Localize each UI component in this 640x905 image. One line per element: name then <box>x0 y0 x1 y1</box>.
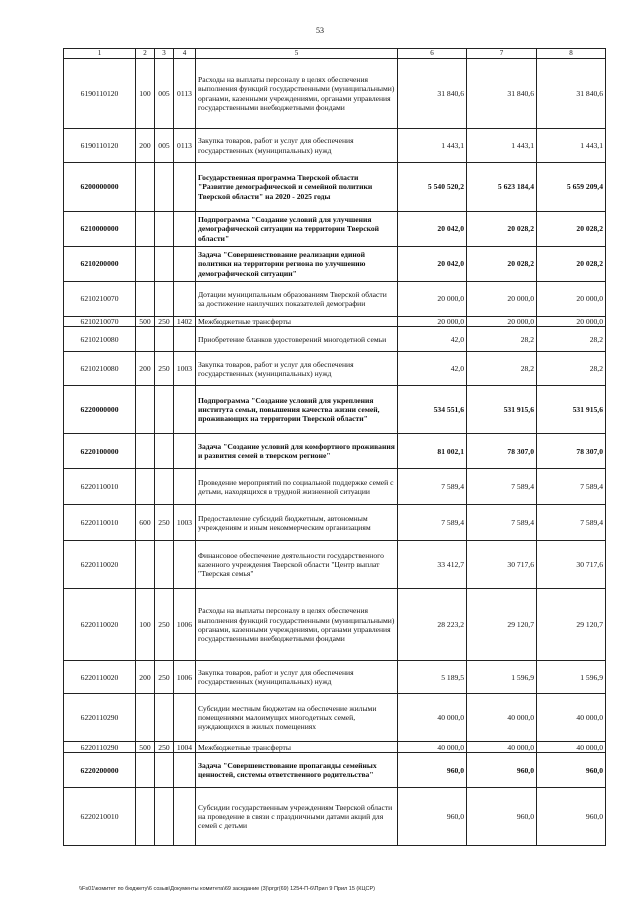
section-cell <box>174 753 196 788</box>
code-cell: 6220110020 <box>64 541 136 589</box>
amount-2020-cell: 20 000,0 <box>398 282 467 317</box>
ministry-cell <box>155 247 174 282</box>
ministry-cell: 005 <box>155 129 174 163</box>
section-cell: 0113 <box>174 129 196 163</box>
amount-2022-cell: 960,0 <box>537 788 606 846</box>
amount-2021-cell: 31 840,6 <box>467 59 537 129</box>
name-cell: Расходы на выплаты персоналу в целях обеспечения выполнения функций государственными (муниципальными) органами, казенными учреждениями, органами управления государственными внебюджетными фондами <box>196 589 398 661</box>
amount-2021-cell: 5 623 184,4 <box>467 163 537 212</box>
amount-2020-cell: 20 042,0 <box>398 247 467 282</box>
amount-2022-cell: 31 840,6 <box>537 59 606 129</box>
ministry-cell: 250 <box>155 317 174 327</box>
name-cell: Государственная программа Тверской области "Развитие демографической и семейной политики Тверской области" на 2020 - 2025 годы <box>196 163 398 212</box>
kvr-cell <box>136 212 155 247</box>
section-cell <box>174 212 196 247</box>
section-cell <box>174 386 196 434</box>
ministry-cell <box>155 694 174 742</box>
ministry-cell <box>155 541 174 589</box>
amount-2021-cell: 28,2 <box>467 352 537 386</box>
kvr-cell <box>136 386 155 434</box>
name-cell: Задача "Совершенствование реализации единой политики на территории региона по улучшению демографической ситуации" <box>196 247 398 282</box>
table-row <box>64 386 606 434</box>
kvr-cell: 500 <box>136 317 155 327</box>
code-cell: 6190110120 <box>64 129 136 163</box>
code-cell: 6210000000 <box>64 212 136 247</box>
amount-2021-cell: 1 596,9 <box>467 661 537 694</box>
amount-2022-cell: 960,0 <box>537 753 606 788</box>
ministry-cell <box>155 434 174 469</box>
amount-2020-cell: 40 000,0 <box>398 694 467 742</box>
header-cell: 3 <box>155 49 174 59</box>
name-cell: Расходы на выплаты персоналу в целях обеспечения выполнения функций государственными (муниципальными) органами, казенными учреждениями, органами управления государственными внебюджетными фондами <box>196 59 398 129</box>
name-cell: Приобретение бланков удостоверений многодетной семьи <box>196 327 398 352</box>
amount-2022-cell: 1 443,1 <box>537 129 606 163</box>
section-cell: 1006 <box>174 661 196 694</box>
amount-2022-cell: 20 000,0 <box>537 317 606 327</box>
table-row <box>64 212 606 247</box>
budget-table <box>63 48 606 846</box>
ministry-cell <box>155 327 174 352</box>
name-cell: Закупка товаров, работ и услуг для обеспечения государственных (муниципальных) нужд <box>196 129 398 163</box>
kvr-cell: 200 <box>136 661 155 694</box>
page-number: 53 <box>316 26 324 35</box>
amount-2022-cell: 531 915,6 <box>537 386 606 434</box>
table-row <box>64 434 606 469</box>
amount-2021-cell: 40 000,0 <box>467 742 537 753</box>
code-cell: 6220100000 <box>64 434 136 469</box>
amount-2022-cell: 7 589,4 <box>537 505 606 541</box>
amount-2020-cell: 7 589,4 <box>398 505 467 541</box>
header-cell: 4 <box>174 49 196 59</box>
section-cell <box>174 469 196 505</box>
amount-2020-cell: 5 540 520,2 <box>398 163 467 212</box>
ministry-cell: 250 <box>155 505 174 541</box>
kvr-cell <box>136 327 155 352</box>
header-row <box>64 49 606 59</box>
table-row <box>64 163 606 212</box>
table-row <box>64 541 606 589</box>
amount-2020-cell: 960,0 <box>398 753 467 788</box>
code-cell: 6190110120 <box>64 59 136 129</box>
amount-2022-cell: 29 120,7 <box>537 589 606 661</box>
table-row <box>64 282 606 317</box>
code-cell: 6210210070 <box>64 317 136 327</box>
amount-2022-cell: 28,2 <box>537 352 606 386</box>
amount-2020-cell: 42,0 <box>398 352 467 386</box>
code-cell: 6220200000 <box>64 753 136 788</box>
name-cell: Задача "Создание условий для комфортного проживания и развития семей в тверском регионе" <box>196 434 398 469</box>
amount-2022-cell: 28,2 <box>537 327 606 352</box>
table-row <box>64 505 606 541</box>
ministry-cell: 250 <box>155 661 174 694</box>
code-cell: 6210210080 <box>64 327 136 352</box>
section-cell <box>174 541 196 589</box>
amount-2021-cell: 960,0 <box>467 788 537 846</box>
section-cell: 1004 <box>174 742 196 753</box>
name-cell: Закупка товаров, работ и услуг для обеспечения государственных (муниципальных) нужд <box>196 352 398 386</box>
amount-2021-cell: 20 028,2 <box>467 212 537 247</box>
name-cell: Подпрограмма "Создание условий для укрепления института семьи, повышения качества жизни семей, проживающих на территории Тверской области" <box>196 386 398 434</box>
table-row <box>64 59 606 129</box>
code-cell: 6220000000 <box>64 386 136 434</box>
kvr-cell <box>136 282 155 317</box>
amount-2020-cell: 534 551,6 <box>398 386 467 434</box>
section-cell: 1006 <box>174 589 196 661</box>
amount-2021-cell: 531 915,6 <box>467 386 537 434</box>
amount-2021-cell: 28,2 <box>467 327 537 352</box>
section-cell: 1003 <box>174 505 196 541</box>
kvr-cell <box>136 469 155 505</box>
kvr-cell: 200 <box>136 129 155 163</box>
amount-2021-cell: 40 000,0 <box>467 694 537 742</box>
amount-2022-cell: 20 028,2 <box>537 212 606 247</box>
amount-2020-cell: 28 223,2 <box>398 589 467 661</box>
code-cell: 6210210070 <box>64 282 136 317</box>
code-cell: 6210200000 <box>64 247 136 282</box>
amount-2021-cell: 78 307,0 <box>467 434 537 469</box>
amount-2022-cell: 40 000,0 <box>537 742 606 753</box>
kvr-cell: 500 <box>136 742 155 753</box>
name-cell: Межбюджетные трансферты <box>196 742 398 753</box>
table-body <box>64 49 606 846</box>
file-path-footer: \\Fs01\комитет по бюджету\6 созыв\Документы комитета\69 заседание (3)\prgr(69) 1254-П-6\Прил 9 Прил 15 (КЦСР) <box>79 886 375 892</box>
name-cell: Субсидии местным бюджетам на обеспечение жилыми помещениями малоимущих многодетных семей, нуждающихся в жилых помещениях <box>196 694 398 742</box>
header-cell: 5 <box>196 49 398 59</box>
ministry-cell <box>155 212 174 247</box>
amount-2020-cell: 1 443,1 <box>398 129 467 163</box>
code-cell: 6220110020 <box>64 589 136 661</box>
name-cell: Межбюджетные трансферты <box>196 317 398 327</box>
section-cell <box>174 163 196 212</box>
ministry-cell <box>155 282 174 317</box>
name-cell: Дотации муниципальным образованиям Тверской области за достижение наилучших показателей демографии <box>196 282 398 317</box>
kvr-cell <box>136 541 155 589</box>
name-cell: Закупка товаров, работ и услуг для обеспечения государственных (муниципальных) нужд <box>196 661 398 694</box>
amount-2022-cell: 40 000,0 <box>537 694 606 742</box>
table-row <box>64 247 606 282</box>
name-cell: Подпрограмма "Создание условий для улучшения демографической ситуации на территории Тверской области" <box>196 212 398 247</box>
amount-2021-cell: 29 120,7 <box>467 589 537 661</box>
ministry-cell <box>155 469 174 505</box>
ministry-cell <box>155 386 174 434</box>
kvr-cell <box>136 247 155 282</box>
kvr-cell <box>136 163 155 212</box>
table-row <box>64 742 606 753</box>
table-row <box>64 589 606 661</box>
ministry-cell: 250 <box>155 352 174 386</box>
header-cell: 2 <box>136 49 155 59</box>
amount-2020-cell: 960,0 <box>398 788 467 846</box>
section-cell <box>174 788 196 846</box>
name-cell: Субсидии государственным учреждениям Тверской области на проведение в связи с праздничными датами акций для семей с детьми <box>196 788 398 846</box>
kvr-cell: 100 <box>136 589 155 661</box>
amount-2022-cell: 30 717,6 <box>537 541 606 589</box>
ministry-cell <box>155 788 174 846</box>
table-row <box>64 661 606 694</box>
table-row <box>64 327 606 352</box>
kvr-cell: 200 <box>136 352 155 386</box>
kvr-cell <box>136 753 155 788</box>
section-cell: 1003 <box>174 352 196 386</box>
ministry-cell: 250 <box>155 742 174 753</box>
code-cell: 6220110020 <box>64 661 136 694</box>
kvr-cell: 600 <box>136 505 155 541</box>
amount-2021-cell: 20 000,0 <box>467 282 537 317</box>
amount-2020-cell: 81 002,1 <box>398 434 467 469</box>
section-cell: 1402 <box>174 317 196 327</box>
amount-2021-cell: 1 443,1 <box>467 129 537 163</box>
section-cell <box>174 694 196 742</box>
amount-2020-cell: 42,0 <box>398 327 467 352</box>
amount-2022-cell: 5 659 209,4 <box>537 163 606 212</box>
kvr-cell: 100 <box>136 59 155 129</box>
amount-2022-cell: 1 596,9 <box>537 661 606 694</box>
name-cell: Предоставление субсидий бюджетным, автономным учреждениям и иным некоммерческим организациям <box>196 505 398 541</box>
table-row <box>64 129 606 163</box>
name-cell: Финансовое обеспечение деятельности государственного казенного учреждения Тверской области "Центр выплат "Тверская семья" <box>196 541 398 589</box>
section-cell <box>174 247 196 282</box>
code-cell: 6210210080 <box>64 352 136 386</box>
amount-2021-cell: 30 717,6 <box>467 541 537 589</box>
amount-2022-cell: 7 589,4 <box>537 469 606 505</box>
code-cell: 6220110010 <box>64 469 136 505</box>
code-cell: 6220210010 <box>64 788 136 846</box>
amount-2020-cell: 20 000,0 <box>398 317 467 327</box>
ministry-cell: 250 <box>155 589 174 661</box>
code-cell: 6220110290 <box>64 742 136 753</box>
amount-2021-cell: 20 028,2 <box>467 247 537 282</box>
code-cell: 6220110290 <box>64 694 136 742</box>
table-row <box>64 788 606 846</box>
amount-2021-cell: 20 000,0 <box>467 317 537 327</box>
amount-2021-cell: 960,0 <box>467 753 537 788</box>
section-cell <box>174 327 196 352</box>
amount-2020-cell: 5 189,5 <box>398 661 467 694</box>
kvr-cell <box>136 694 155 742</box>
table-row <box>64 469 606 505</box>
header-cell: 8 <box>537 49 606 59</box>
table-row <box>64 352 606 386</box>
table-row <box>64 753 606 788</box>
table-row <box>64 694 606 742</box>
amount-2021-cell: 7 589,4 <box>467 469 537 505</box>
code-cell: 6200000000 <box>64 163 136 212</box>
amount-2020-cell: 33 412,7 <box>398 541 467 589</box>
ministry-cell <box>155 753 174 788</box>
header-cell: 1 <box>64 49 136 59</box>
amount-2022-cell: 78 307,0 <box>537 434 606 469</box>
code-cell: 6220110010 <box>64 505 136 541</box>
amount-2021-cell: 7 589,4 <box>467 505 537 541</box>
amount-2020-cell: 20 042,0 <box>398 212 467 247</box>
ministry-cell <box>155 163 174 212</box>
header-cell: 6 <box>398 49 467 59</box>
amount-2022-cell: 20 028,2 <box>537 247 606 282</box>
kvr-cell <box>136 434 155 469</box>
section-cell <box>174 282 196 317</box>
section-cell <box>174 434 196 469</box>
amount-2022-cell: 20 000,0 <box>537 282 606 317</box>
amount-2020-cell: 40 000,0 <box>398 742 467 753</box>
kvr-cell <box>136 788 155 846</box>
amount-2020-cell: 31 840,6 <box>398 59 467 129</box>
amount-2020-cell: 7 589,4 <box>398 469 467 505</box>
section-cell: 0113 <box>174 59 196 129</box>
name-cell: Проведение мероприятий по социальной поддержке семей с детьми, находящихся в трудной жизненной ситуации <box>196 469 398 505</box>
name-cell: Задача "Совершенствование пропаганды семейных ценностей, системы ответственного родительства" <box>196 753 398 788</box>
ministry-cell: 005 <box>155 59 174 129</box>
header-cell: 7 <box>467 49 537 59</box>
table-row <box>64 317 606 327</box>
